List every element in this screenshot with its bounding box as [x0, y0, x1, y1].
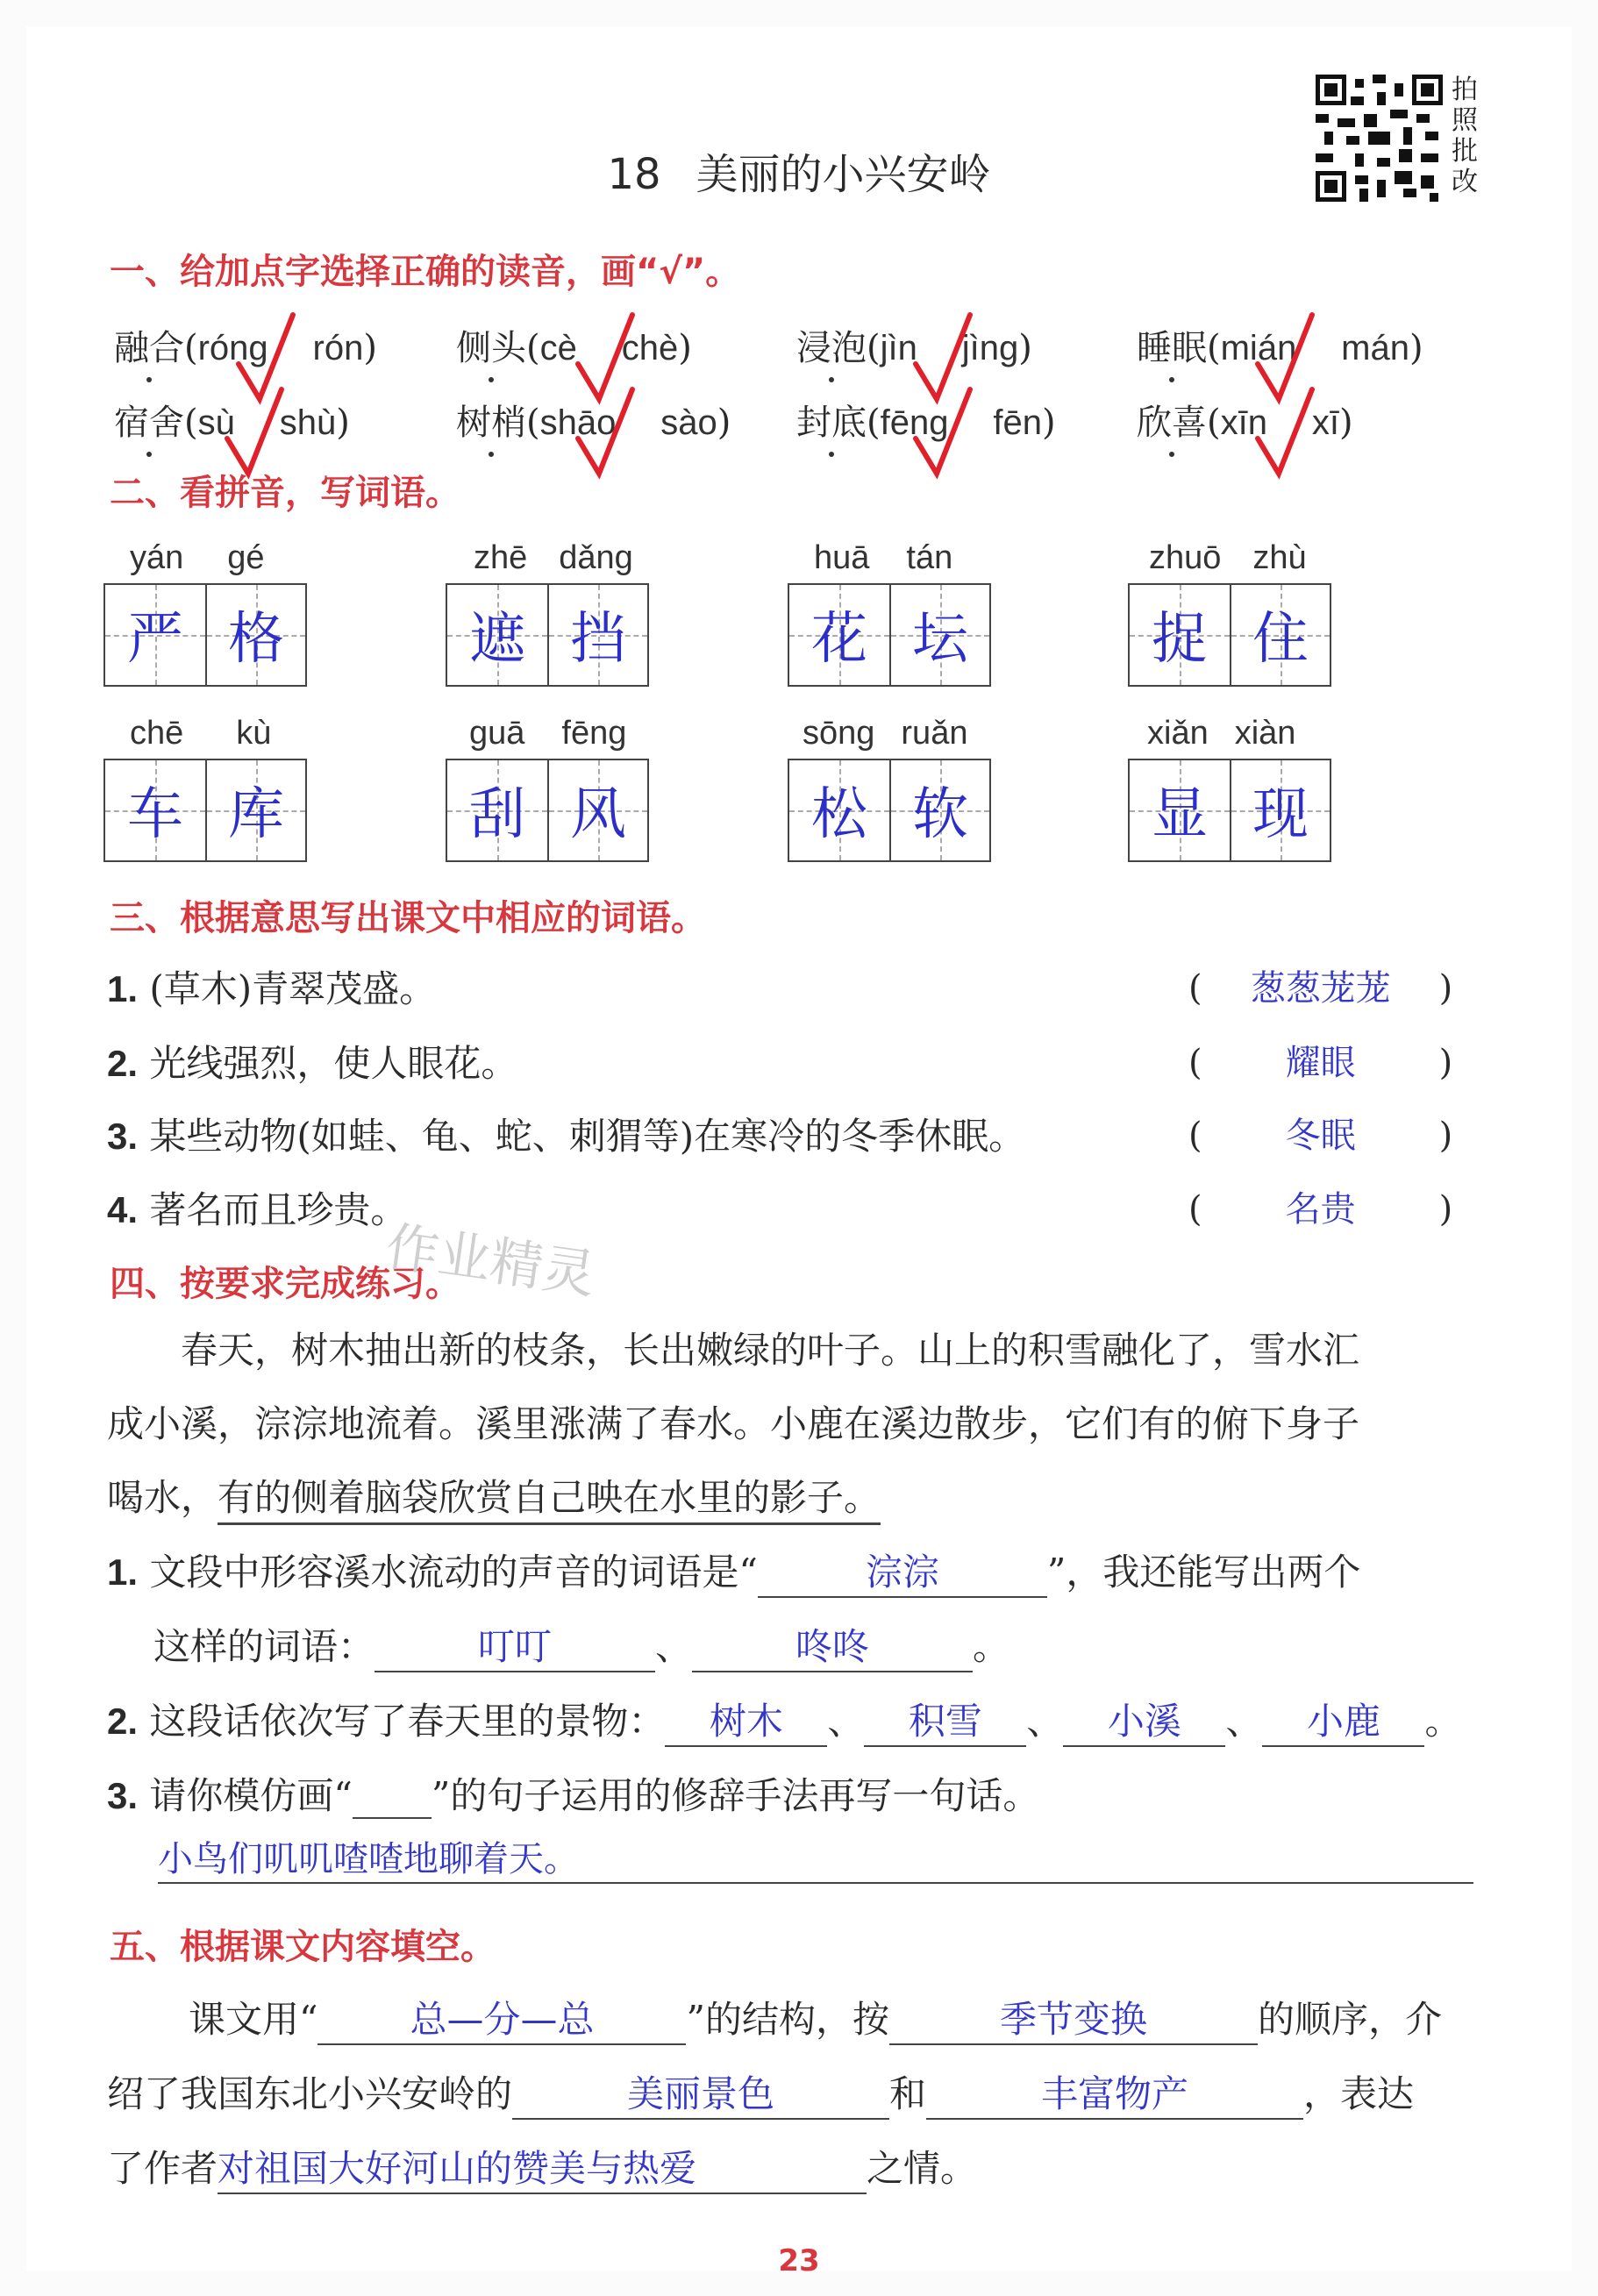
pinyin-label: xiǎn xiàn	[1147, 715, 1296, 752]
definition-item: 2. 光线强烈，使人眼花。	[107, 1042, 518, 1085]
pinyin-item: 浸泡(jìn jìng)	[796, 320, 1032, 370]
question-3: 3. 请你模仿画“ ”的句子运用的修辞手法再写一句话。	[107, 1774, 1040, 1817]
definition-item: 4. 著名而且珍贵。	[107, 1188, 408, 1231]
question-1: 1. 文段中形容溪水流动的声音的词语是“ 淙淙 ”，我还能写出两个	[107, 1544, 1360, 1598]
pinyin-item: 树梢(shāo sào)	[456, 395, 731, 445]
writing-grid: 刮 风	[446, 759, 649, 862]
reading-passage: 春天，树木抽出新的枝条，长出嫩绿的叶子。山上的积雪融化了，雪水汇 成小溪，淙淙地流着。溪里涨满了春水。小鹿在溪边散步，它们有的俯下身子 喝水，有的侧着脑袋欣赏自己映在水里的影子。	[107, 1314, 1475, 1535]
pinyin-item: 宿舍(sù shù)	[114, 395, 350, 445]
section-1-heading: 一、给加点字选择正确的读音，画“√”。	[110, 252, 741, 292]
pinyin-item: 欣喜(xīn xī)	[1137, 395, 1353, 445]
pinyin-label: huā tán	[814, 539, 953, 576]
writing-grid: 捉 住	[1128, 583, 1331, 687]
pinyin-label: chē kù	[130, 715, 272, 752]
definition-item: 1. (草木)青翠茂盛。	[107, 967, 437, 1010]
scan-to-correct-label: 拍 照 批 改	[1452, 75, 1478, 197]
underlined-sentence: 有的侧着脑袋欣赏自己映在水里的影子。	[218, 1476, 881, 1525]
pinyin-label: guā fēng	[469, 715, 627, 752]
writing-grid: 遮 挡	[446, 583, 649, 687]
section-2-heading: 二、看拼音，写词语。	[110, 473, 460, 513]
page-title: 18 美丽的小兴安岭	[607, 150, 991, 199]
writing-grid: 显 现	[1128, 759, 1331, 862]
definition-item: 3. 某些动物(如蛙、龟、蛇、刺猬等)在寒冷的冬季休眠。	[107, 1115, 1026, 1158]
writing-grid: 车 库	[103, 759, 307, 862]
answer-bracket: ( 耀眼 )	[1188, 1043, 1453, 1083]
writing-grid: 松 软	[788, 759, 991, 862]
question-1-line-2: 这样的词语： 叮叮 、 咚咚 。	[153, 1618, 1009, 1672]
qr-code-icon[interactable]	[1316, 75, 1443, 202]
page-number: 23	[778, 2243, 820, 2278]
check-mark-icon	[1254, 386, 1316, 482]
pinyin-item: 侧头(cè chè)	[456, 320, 692, 370]
watermark: 作业精灵	[382, 1216, 600, 1307]
writing-grid: 严 格	[103, 583, 307, 687]
fill-line-2: 绍了我国东北小兴安岭的 美丽景色 和 丰富物产 ，表达	[107, 2065, 1414, 2120]
answer-bracket: ( 名贵 )	[1188, 1189, 1453, 1230]
pinyin-label: zhē dǎng	[474, 539, 633, 576]
writing-grid: 花 坛	[788, 583, 991, 687]
check-mark-icon	[912, 386, 974, 482]
pinyin-item: 融合(róng rón)	[114, 320, 377, 370]
section-4-heading: 四、按要求完成练习。	[110, 1264, 460, 1304]
pinyin-label: sōng ruǎn	[803, 715, 968, 752]
pinyin-item: 封底(fēng fēn)	[796, 395, 1056, 445]
answer-bracket: ( 冬眠 )	[1188, 1116, 1453, 1156]
check-mark-icon	[574, 386, 636, 482]
section-3-heading: 三、根据意思写出课文中相应的词语。	[110, 898, 706, 938]
pinyin-label: zhuō zhù	[1149, 539, 1307, 576]
question-2: 2. 这段话依次写了春天里的景物： 树木 、 积雪 、 小溪 、 小鹿 。	[107, 1693, 1461, 1747]
answer-bracket: ( 葱葱茏茏 )	[1188, 968, 1453, 1009]
pinyin-item: 睡眠(mián mán)	[1137, 320, 1423, 370]
fill-line-1: 课文用“ 总—分—总 ”的结构，按 季节变换 的顺序，介	[189, 1991, 1442, 2045]
section-5-heading: 五、根据课文内容填空。	[110, 1927, 496, 1967]
pinyin-label: yán gé	[130, 539, 265, 576]
answer-line: 小鸟们叽叽喳喳地聊着天。	[158, 1831, 1473, 1884]
fill-line-3: 了作者对祖国大好河山的赞美与热爱 之情。	[107, 2140, 977, 2194]
